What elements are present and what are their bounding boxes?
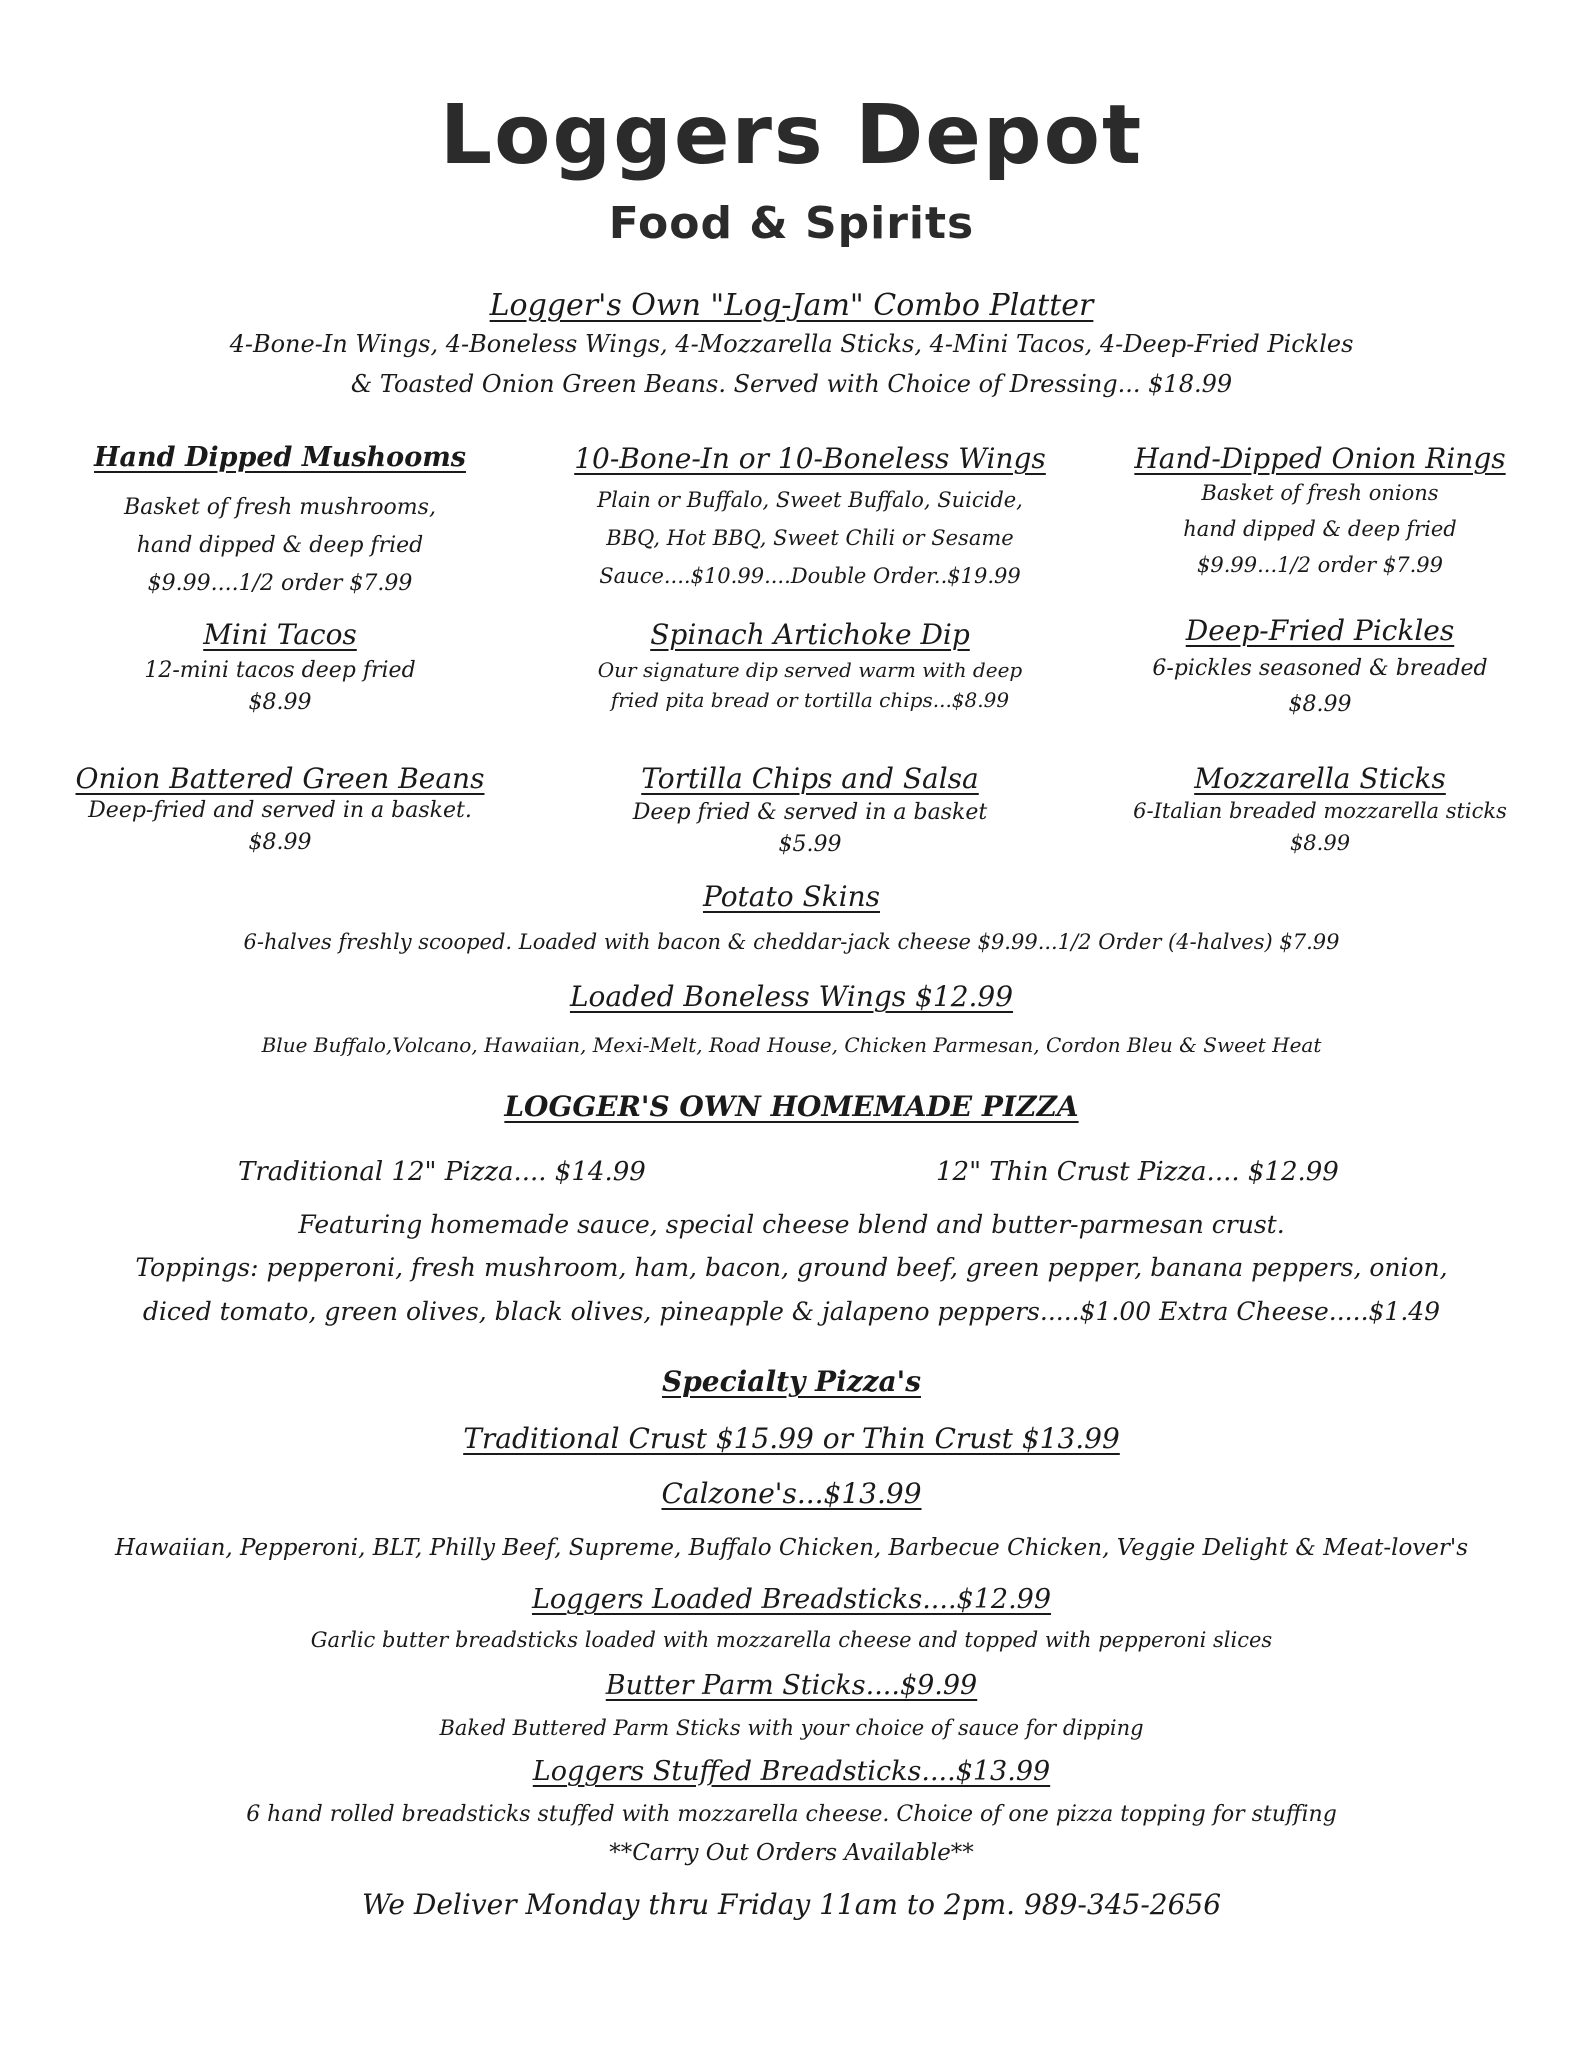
spinach-dip-desc-1: Our signature dip served warm with deep [597,658,1023,682]
mushrooms-title: Hand Dipped Mushooms [94,442,466,473]
mushrooms-desc-1: Basket of fresh mushrooms, [124,495,436,520]
stuffed-breadsticks-title: Loggers Stuffed Breadsticks....$13.99 [532,1756,1051,1787]
mini-tacos-title: Mini Tacos [203,618,357,651]
mushrooms-desc-2: hand dipped & deep fried [136,533,424,558]
parm-sticks-title: Butter Parm Sticks....$9.99 [605,1670,978,1701]
pickles-item [1090,614,1550,723]
mini-tacos-price: $8.99 [248,690,312,715]
stuffed-breadsticks-desc: 6 hand rolled breadsticks stuffed with mozzarella cheese. Choice of one pizza topping for stuffing [246,1802,1337,1827]
green-beans-desc: Deep-fried and served in a basket. [88,798,472,823]
mushrooms-price: $9.99....1/2 order $7.99 [147,571,413,596]
wings-desc-1: Plain or Buffalo, Sweet Buffalo, Suicide, [597,488,1023,512]
chips-salsa-title: Tortilla Chips and Salsa [641,762,979,795]
green-beans-price: $8.99 [248,830,312,855]
pizza-toppings-2: diced tomato, green olives, black olives, pineapple & jalapeno peppers.....$1.00 Extra Cheese.....$1.49 [142,1297,1441,1326]
wings-item [540,442,1080,595]
potato-skins-title: Potato Skins [702,880,881,913]
delivery-info: We Deliver Monday thru Friday 11am to 2pm. 989-345-2656 [361,1888,1222,1921]
onion-rings-item [1090,442,1550,583]
pizza-toppings-1: Toppings: pepperoni, fresh mushroom, ham, bacon, ground beef, green pepper, banana peppers, onion, [135,1253,1448,1282]
mini-tacos-desc: 12-mini tacos deep fried [144,658,416,683]
wings-desc-2: BBQ, Hot BBQ, Sweet Chili or Sesame [606,526,1014,550]
specialty-crust-prices: Traditional Crust $15.99 or Thin Crust $13.99 [463,1422,1120,1455]
spinach-dip-title: Spinach Artichoke Dip [650,618,970,651]
calzone-price: Calzone's...$13.99 [661,1477,922,1510]
green-beans-title: Onion Battered Green Beans [75,762,485,795]
green-beans-item [60,762,500,859]
mushrooms-item [60,442,500,603]
wings-price: Sauce....$10.99....Double Order..$19.99 [599,564,1021,588]
onion-rings-desc-1: Basket of fresh onions [1201,481,1439,505]
combo-title: Logger's Own "Log-Jam" Combo Platter [489,288,1094,323]
onion-rings-price: $9.99...1/2 order $7.99 [1196,553,1443,577]
mozzarella-price: $8.99 [1289,831,1351,855]
specialty-title: Specialty Pizza's [662,1365,921,1398]
loaded-wings-title: Loaded Boneless Wings $12.99 [569,980,1014,1013]
spinach-dip-desc-2: fried pita bread or tortilla chips...$8.99 [610,688,1010,712]
combo-line-2: & Toasted Onion Green Beans. Served with Choice of Dressing... $18.99 [350,370,1233,398]
pickles-title: Deep-Fried Pickles [1185,614,1455,647]
pizza-desc-1: Featuring homemade sauce, special cheese blend and butter-parmesan crust. [298,1210,1285,1239]
mozzarella-title: Mozzarella Sticks [1194,762,1446,795]
pickles-desc: 6-pickles seasoned & breaded [1152,656,1488,681]
mozzarella-desc: 6-Italian breaded mozzarella sticks [1133,799,1507,823]
chips-salsa-desc: Deep fried & served in a basket [632,800,988,825]
mini-tacos-item [60,618,500,719]
onion-rings-desc-2: hand dipped & deep fried [1183,517,1457,541]
chips-salsa-item [540,762,1080,861]
potato-skins-desc: 6-halves freshly scooped. Loaded with bacon & cheddar-jack cheese $9.99...1/2 Order (4-halves) $7.99 [243,930,1340,954]
onion-rings-title: Hand-Dipped Onion Rings [1134,442,1506,475]
loaded-breadsticks-desc: Garlic butter breadsticks loaded with mozzarella cheese and topped with pepperoni slices [310,1628,1273,1652]
restaurant-name: Loggers Depot [439,88,1144,183]
spinach-dip-item [540,618,1080,715]
combo-line-1: 4-Bone-In Wings, 4-Boneless Wings, 4-Mozzarella Sticks, 4-Mini Tacos, 4-Deep-Fried Pickles [229,330,1354,358]
pizza-traditional-price: Traditional 12" Pizza.... $14.99 [238,1157,646,1187]
chips-salsa-price: $5.99 [778,832,842,857]
pickles-price: $8.99 [1288,692,1352,717]
loaded-breadsticks-title: Loggers Loaded Breadsticks....$12.99 [531,1584,1052,1615]
pizza-section-title: LOGGER'S OWN HOMEMADE PIZZA [504,1090,1079,1123]
wings-title: 10-Bone-In or 10-Boneless Wings [574,442,1046,475]
mozzarella-item [1090,762,1550,859]
parm-sticks-desc: Baked Buttered Parm Sticks with your choice of sauce for dipping [439,1716,1144,1740]
specialty-list: Hawaiian, Pepperoni, BLT, Philly Beef, Supreme, Buffalo Chicken, Barbecue Chicken, Veggie Delight & Meat-lover's [114,1535,1469,1561]
restaurant-tagline: Food & Spirits [608,198,975,249]
loaded-wings-flavors: Blue Buffalo,Volcano, Hawaiian, Mexi-Melt, Road House, Chicken Parmesan, Cordon Bleu & Sweet Heat [261,1033,1322,1057]
carry-out-notice: **Carry Out Orders Available** [609,1840,974,1866]
pizza-thin-price: 12" Thin Crust Pizza.... $12.99 [936,1157,1339,1187]
